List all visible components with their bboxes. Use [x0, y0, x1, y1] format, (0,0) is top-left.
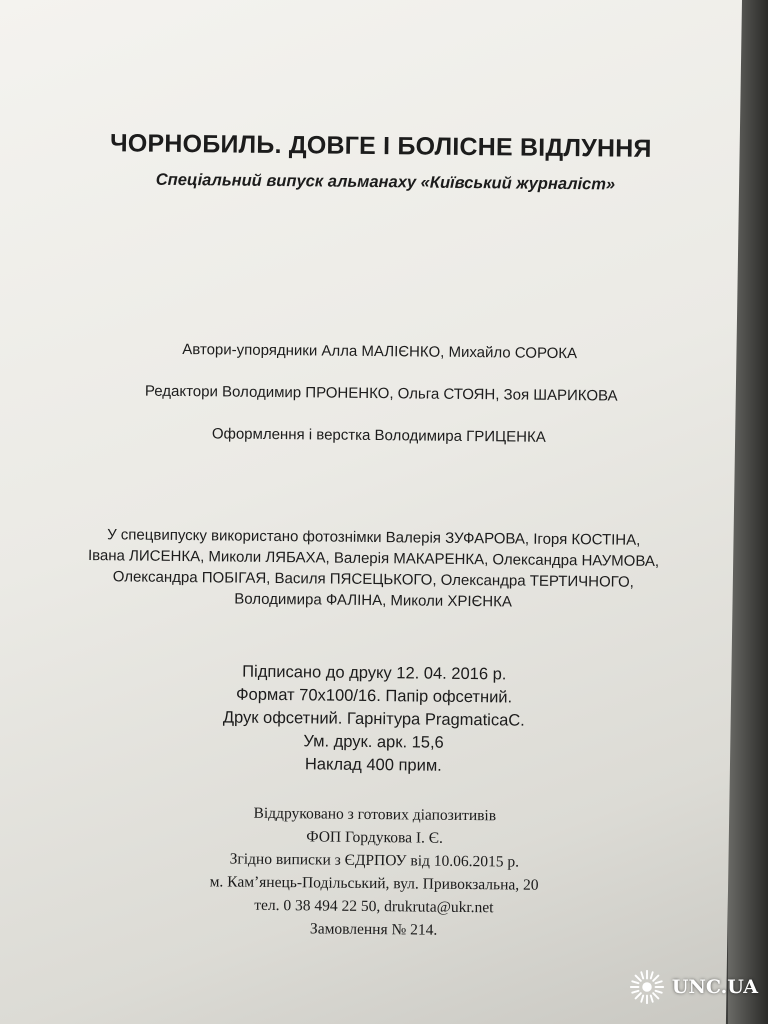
- photo-credits: [0, 523, 734, 615]
- format-paper: Формат 70х100/16. Папір офсетний.: [235, 685, 513, 707]
- credit-compilers: Автори-упорядники Алла МАЛІЄНКО, Михайло СОРОКА: [182, 341, 578, 363]
- photo-credits-line: Володимира ФАЛІНА, Миколи ХРІЄНКА: [234, 590, 513, 611]
- printer-contact: тел. 0 38 494 22 50, drukruta@ukr.net: [254, 896, 494, 917]
- printer-details: [0, 799, 731, 945]
- book-title: ЧОРНОБИЛЬ. ДОВГЕ І БОЛІСНЕ ВІДЛУННЯ: [109, 129, 652, 163]
- photo-credits-line: У спецвипуску використано фотознімки Валерія ЗУФАРОВА, Ігоря КОСТІНА,: [107, 526, 641, 549]
- order-number: Замовлення № 214.: [309, 920, 438, 939]
- signed-to-print: Підписано до друку 12. 04. 2016 р.: [242, 662, 507, 684]
- printer-registry: Згідно виписки з ЄДРПОУ від 10.06.2015 р.: [229, 850, 520, 871]
- printer-name: ФОП Гордукова І. Є.: [306, 828, 443, 847]
- print-typeface: Друк офсетний. Гарнітура PragmaticaC.: [222, 708, 525, 730]
- printer-line: Віддруковано з готових діапозитивів: [253, 804, 497, 825]
- photo-credits-line: Івана ЛИСЕНКА, Миколи ЛЯБАХА, Валерія МАКАРЕНКА, Олександра НАУМОВА,: [87, 547, 660, 571]
- credit-design: Оформлення і верстка Володимира ГРИЦЕНКА: [211, 425, 546, 446]
- print-details: [0, 658, 732, 781]
- watermark-text: UNC.UA: [671, 976, 758, 998]
- sunburst-icon: [628, 968, 666, 1006]
- credit-editors: Редактори Володимир ПРОНЕНКО, Ольга СТОЯН, Зоя ШАРИКОВА: [144, 382, 618, 405]
- photo-credits-line: Олександра ПОБІГАЯ, Василя ПЯСЕЦЬКОГО, Олександра ТЕРТИЧНОГО,: [112, 568, 634, 591]
- site-watermark: [628, 968, 758, 1006]
- printed-sheets: Ум. друк. арк. 15,6: [303, 732, 444, 752]
- book-subtitle: Спеціальний випуск альманаху «Київський журналіст»: [155, 170, 616, 194]
- printer-address: м. Кам’янець-Подільський, вул. Привокзальна, 20: [209, 873, 539, 894]
- print-run: Наклад 400 прим.: [304, 755, 442, 775]
